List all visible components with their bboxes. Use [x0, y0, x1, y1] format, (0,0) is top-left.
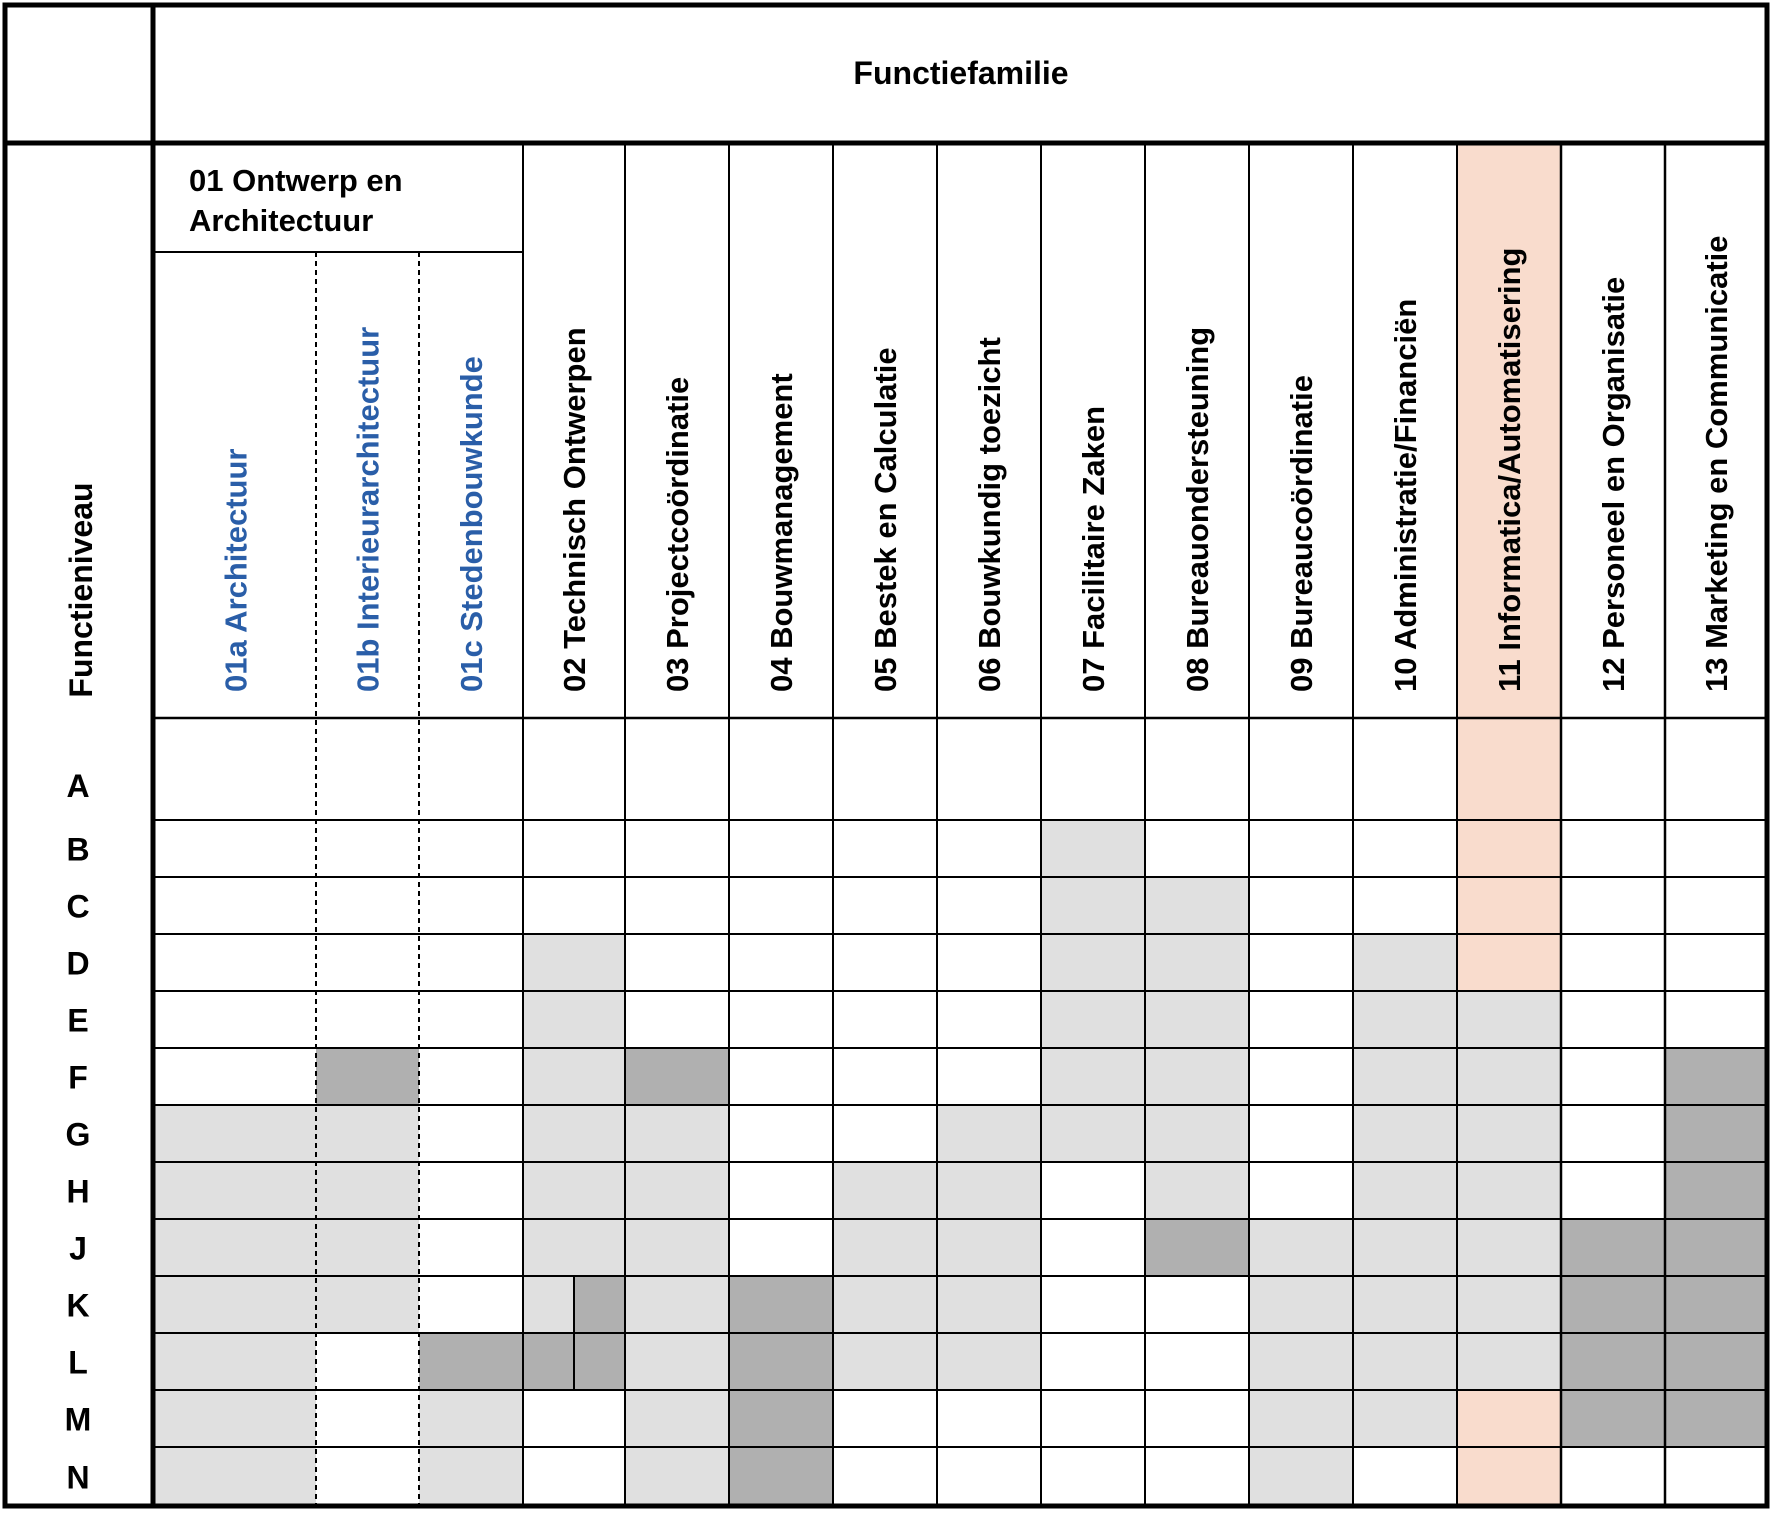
- row-label-B: B: [66, 831, 90, 868]
- cell-M-04: [729, 1390, 833, 1447]
- cell-F-08: [1145, 1048, 1249, 1105]
- cell-E-07: [1041, 991, 1145, 1048]
- cell-K-12: [1561, 1276, 1665, 1333]
- cell-L-04: [729, 1333, 833, 1390]
- cell-E-10: [1353, 991, 1457, 1048]
- column-label-05: 05 Bestek en Calculatie: [868, 347, 903, 692]
- row-label-H: H: [66, 1173, 90, 1210]
- cell-A-11: [1457, 718, 1561, 820]
- cell-N-03: [625, 1447, 729, 1506]
- cell-C-08: [1145, 877, 1249, 934]
- cell-F-01b: [316, 1048, 419, 1105]
- cell-J-12: [1561, 1219, 1665, 1276]
- cell-H-08: [1145, 1162, 1249, 1219]
- cell-K-06: [937, 1276, 1041, 1333]
- cell-G-03: [625, 1105, 729, 1162]
- cell-L-05: [833, 1333, 937, 1390]
- row-label-J: J: [69, 1230, 87, 1267]
- cell-G-11: [1457, 1105, 1561, 1162]
- cell-M-03: [625, 1390, 729, 1447]
- column-label-07: 07 Facilitaire Zaken: [1076, 405, 1111, 692]
- cell-E-08: [1145, 991, 1249, 1048]
- cell-B-07: [1041, 820, 1145, 877]
- cell-L-13: [1665, 1333, 1767, 1390]
- cell-E-02: [523, 991, 625, 1048]
- row-label-G: G: [65, 1116, 91, 1153]
- cell-J-01a: [155, 1219, 316, 1276]
- cell-E-11: [1457, 991, 1561, 1048]
- cell-K-11: [1457, 1276, 1561, 1333]
- cell-N-09: [1249, 1447, 1353, 1506]
- row-label-E: E: [67, 1002, 89, 1039]
- row-label-F: F: [68, 1059, 88, 1096]
- cell-J-13: [1665, 1219, 1767, 1276]
- cell-L-10: [1353, 1333, 1457, 1390]
- column-label-09: 09 Bureaucoördinatie: [1284, 375, 1319, 692]
- cell-M-01c: [419, 1390, 523, 1447]
- cell-K-01b: [316, 1276, 419, 1333]
- cell-D-11: [1457, 934, 1561, 991]
- cell-H-02: [523, 1162, 625, 1219]
- cell-F-03: [625, 1048, 729, 1105]
- cell-K-10: [1353, 1276, 1457, 1333]
- cell-J-03: [625, 1219, 729, 1276]
- column-label-01c: 01c Stedenbouwkunde: [454, 356, 489, 692]
- cell-K-09: [1249, 1276, 1353, 1333]
- cell-H-01b: [316, 1162, 419, 1219]
- cell-D-07: [1041, 934, 1145, 991]
- cell-G-01b: [316, 1105, 419, 1162]
- cell-L-01a: [155, 1333, 316, 1390]
- cell-J-11: [1457, 1219, 1561, 1276]
- cell-G-06: [937, 1105, 1041, 1162]
- cell-F-11: [1457, 1048, 1561, 1105]
- cell-J-09: [1249, 1219, 1353, 1276]
- cell-B-11: [1457, 820, 1561, 877]
- diagram-title: Functiefamilie: [853, 55, 1069, 91]
- cell-M-10: [1353, 1390, 1457, 1447]
- cell-H-01a: [155, 1162, 316, 1219]
- column-label-06: 06 Bouwkundig toezicht: [972, 337, 1007, 692]
- row-label-C: C: [66, 888, 90, 925]
- cell-H-05: [833, 1162, 937, 1219]
- cell-M-12: [1561, 1390, 1665, 1447]
- cell-C-07: [1041, 877, 1145, 934]
- cell-F-07: [1041, 1048, 1145, 1105]
- cell-N-01a: [155, 1447, 316, 1506]
- cell-G-13: [1665, 1105, 1767, 1162]
- column-label-13: 13 Marketing en Communicatie: [1699, 235, 1734, 692]
- cell-G-10: [1353, 1105, 1457, 1162]
- row-label-K: K: [66, 1287, 90, 1324]
- cell-D-08: [1145, 934, 1249, 991]
- cell-H-03: [625, 1162, 729, 1219]
- cell-K-03: [625, 1276, 729, 1333]
- cell-L-11: [1457, 1333, 1561, 1390]
- column-label-10: 10 Administratie/Financiën: [1388, 298, 1423, 692]
- cell-D-02: [523, 934, 625, 991]
- cell-N-04: [729, 1447, 833, 1506]
- cell-N-11: [1457, 1447, 1561, 1506]
- row-axis-label: Functieniveau: [63, 482, 99, 698]
- cell-J-08: [1145, 1219, 1249, 1276]
- cell-G-08: [1145, 1105, 1249, 1162]
- cell-L-03: [625, 1333, 729, 1390]
- column-label-02: 02 Technisch Ontwerpen: [557, 327, 592, 692]
- cell-F-02: [523, 1048, 625, 1105]
- cell-L-09: [1249, 1333, 1353, 1390]
- column-label-08: 08 Bureauondersteuning: [1180, 326, 1215, 692]
- column-label-11: 11 Informatica/Automatisering: [1492, 247, 1527, 692]
- cell-G-07: [1041, 1105, 1145, 1162]
- column-label-01a: 01a Architectuur: [218, 448, 254, 692]
- row-label-D: D: [66, 945, 90, 982]
- cell-M-13: [1665, 1390, 1767, 1447]
- column-label-03: 03 Projectcoördinatie: [660, 376, 695, 692]
- cell-H-06: [937, 1162, 1041, 1219]
- cell-J-10: [1353, 1219, 1457, 1276]
- column-label-04: 04 Bouwmanagement: [764, 373, 799, 692]
- cell-K-02-right: [574, 1276, 625, 1333]
- cell-M-09: [1249, 1390, 1353, 1447]
- cell-K-01a: [155, 1276, 316, 1333]
- cell-F-10: [1353, 1048, 1457, 1105]
- cell-G-02: [523, 1105, 625, 1162]
- cell-K-04: [729, 1276, 833, 1333]
- column-label-01b: 01b Interieurarchitectuur: [350, 326, 386, 692]
- cell-H-13: [1665, 1162, 1767, 1219]
- cell-L-06: [937, 1333, 1041, 1390]
- row-label-L: L: [68, 1344, 88, 1381]
- row-label-A: A: [66, 768, 90, 804]
- cell-F-13: [1665, 1048, 1767, 1105]
- cell-J-05: [833, 1219, 937, 1276]
- cell-D-10: [1353, 934, 1457, 991]
- cell-G-01a: [155, 1105, 316, 1162]
- cell-C-11: [1457, 877, 1561, 934]
- cell-H-11: [1457, 1162, 1561, 1219]
- cell-J-02: [523, 1219, 625, 1276]
- cell-H-10: [1353, 1162, 1457, 1219]
- column-label-12: 12 Personeel en Organisatie: [1596, 276, 1631, 692]
- cell-K-05: [833, 1276, 937, 1333]
- cell-K-02-left: [523, 1276, 574, 1333]
- cell-J-06: [937, 1219, 1041, 1276]
- cell-L-01c: [419, 1333, 523, 1390]
- cell-L-12: [1561, 1333, 1665, 1390]
- row-label-N: N: [66, 1459, 90, 1496]
- cell-M-01a: [155, 1390, 316, 1447]
- cell-J-01b: [316, 1219, 419, 1276]
- cell-N-01c: [419, 1447, 523, 1506]
- group-header-line2: Architectuur: [189, 203, 374, 238]
- group-header-line1: 01 Ontwerp en: [189, 163, 403, 198]
- cell-K-13: [1665, 1276, 1767, 1333]
- row-label-M: M: [64, 1401, 92, 1438]
- cell-M-11: [1457, 1390, 1561, 1447]
